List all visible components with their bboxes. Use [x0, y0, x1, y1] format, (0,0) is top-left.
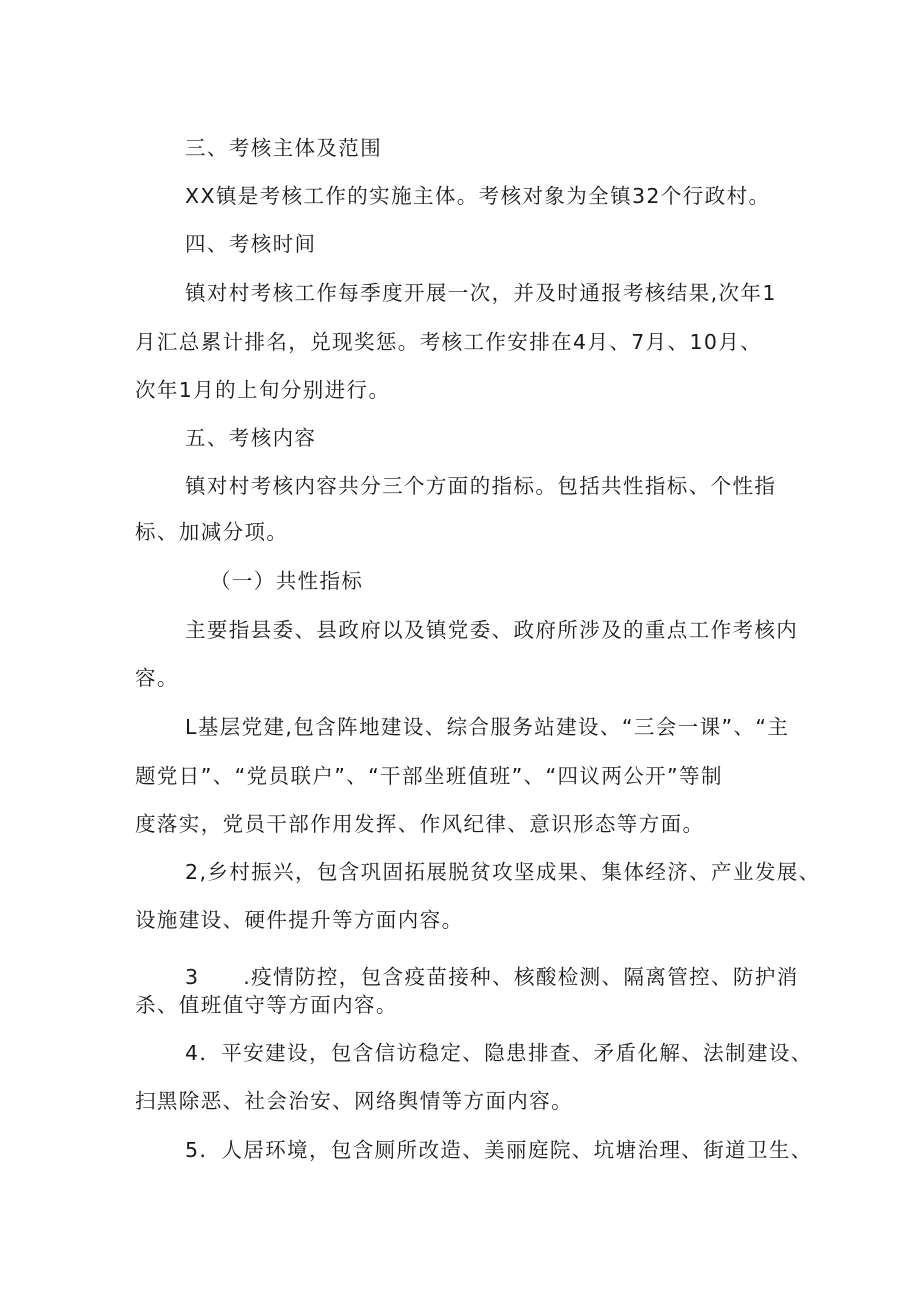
- paragraph-line: 标、加减分项。: [135, 520, 289, 544]
- list-item-line: 杀、值班值守等方面内容。: [135, 993, 398, 1017]
- paragraph-line: 主要指县委、县政府以及镇党委、政府所涉及的重点工作考核内: [185, 618, 799, 642]
- section-heading-assessment-subject: 三、考核主体及范围: [185, 136, 383, 160]
- paragraph-line: 镇对村考核内容共分三个方面的指标。包括共性指标、个性指: [185, 474, 777, 498]
- list-item-line: 3 .疫情防控，包含疫苗接种、核酸检测、隔离管控、防护消: [185, 965, 799, 989]
- list-item-line: 4．平安建设，包含信访稳定、隐患排查、矛盾化解、法制建设、: [185, 1041, 813, 1065]
- list-item-line: 5．人居环境，包含厕所改造、美丽庭院、坑塘治理、街道卫生、: [185, 1138, 813, 1162]
- paragraph-line: 镇对村考核工作每季度开展一次，并及时通报考核结果,次年1: [185, 281, 777, 305]
- paragraph-line: XX镇是考核工作的实施主体。考核对象为全镇32个行政村。: [185, 184, 771, 208]
- subsection-heading-common-indicators: （一）共性指标: [210, 569, 364, 593]
- paragraph-line: 容。: [135, 666, 179, 690]
- list-item-line: L基层党建,包含阵地建设、综合服务站建设、“三会一课”、“主: [185, 715, 790, 739]
- list-item-line: 题党日”、“党员联户”、“干部坐班值班”、“四议两公开”等制: [135, 764, 723, 788]
- paragraph-line: 次年1月的上旬分别进行。: [135, 378, 391, 402]
- section-heading-assessment-time: 四、考核时间: [185, 232, 317, 256]
- list-item-line: 扫黑除恶、社会治安、网络舆情等方面内容。: [135, 1089, 573, 1113]
- section-heading-assessment-content: 五、考核内容: [185, 426, 317, 450]
- list-item-line: 设施建设、硬件提升等方面内容。: [135, 908, 464, 932]
- paragraph-line: 月汇总累计排名，兑现奖惩。考核工作安排在4月、7月、10月、: [135, 330, 763, 354]
- list-item-line: 度落实，党员干部作用发挥、作风纪律、意识形态等方面。: [135, 812, 705, 836]
- list-item-line: 2,乡村振兴，包含巩固拓展脱贫攻坚成果、集体经济、产业发展、: [185, 860, 821, 884]
